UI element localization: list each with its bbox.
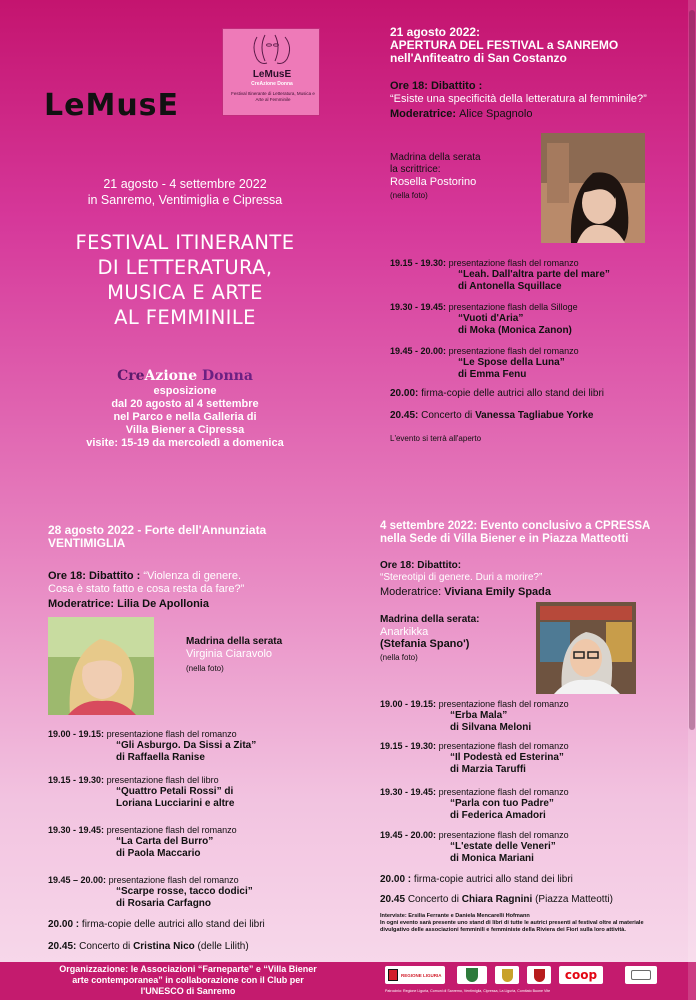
logo-small-subtitle: CreAzione Donna (251, 81, 293, 87)
patronage-text: Patrocinio: Regione Liguria, Comuni di Sanremo, Ventimiglia, Cipressa, La Liguria, Comitato Buone Vite (385, 989, 551, 993)
concert-extra: (delle Lilith) (197, 941, 249, 952)
event3-debate (380, 560, 680, 598)
slot-author: di Monica Mariani (450, 853, 534, 864)
event2-header (48, 524, 348, 550)
slot-time: 19.30 - 19.45: (390, 302, 447, 312)
shield-crest-icon (466, 968, 478, 982)
slot-title: “Quattro Petali Rossi” di (116, 786, 234, 797)
exhibition-line: esposizione (153, 385, 217, 397)
festival-date-range: 21 agosto - 4 settembre 2022 (103, 177, 267, 191)
madrina-label: Madrina della serata (390, 152, 481, 163)
slot-title: “La Carta del Burro” (116, 836, 214, 847)
program-slot (390, 302, 578, 337)
madrina-name: Anarkikka (380, 626, 429, 638)
firma-time: 20.00 : (48, 919, 80, 930)
creazione-part1: Cre (117, 368, 145, 384)
festival-title-line: FESTIVAL ITINERANTE (75, 231, 295, 254)
slot-author: di Rosaria Carfagno (116, 898, 212, 909)
interviews-note: Interviste: Ersilia Ferrante e Daniela Mencarelli Hofmann (380, 913, 530, 919)
debate-time: Ore 18: Dibattito : (48, 570, 141, 582)
comune2-crest-logo (495, 966, 519, 984)
organization-line: l'UNESCO di Sanremo (140, 986, 236, 996)
slot-author: di Silvana Meloni (450, 722, 532, 733)
shield-crest-icon (534, 969, 545, 982)
outdoor-note: L'evento si terrà all'aperto (390, 434, 482, 443)
stand-note: In ogni evento sarà presente uno stand di libri di tutte le autrici presenti al festival oltre al materiale divulgativo delle associazioni femminili e femministe della Riviera dei Fiori sulla loro attività. (380, 920, 644, 933)
slot-time: 19.00 - 19.15: (380, 699, 437, 709)
event2-city: VENTIMIGLIA (48, 536, 126, 550)
nella-foto-label: (nella foto) (380, 653, 418, 662)
madrina-name: Rosella Postorino (390, 176, 477, 188)
concert-artist: Vanessa Tagliabue Yorke (475, 410, 594, 421)
slot-title: “Parla con tuo Padre” (450, 798, 554, 809)
event2-date-venue: 28 agosto 2022 - Forte dell'Annunziata (48, 523, 267, 537)
madrina-label: Madrina della serata: (380, 614, 480, 625)
moderator-name: Lilia De Apollonia (117, 598, 209, 610)
firma-text: firma-copie delle autrici allo stand dei libri (421, 388, 605, 399)
logo-small-title: LeMusE (252, 69, 292, 80)
event3-header (380, 520, 680, 546)
program-slot (390, 258, 610, 293)
madrina-name: Virginia Ciaravolo (186, 648, 273, 660)
program-slot (380, 699, 569, 734)
slot-title: “Le Spose della Luna” (458, 357, 565, 368)
concert-extra: (Piazza Matteotti) (535, 894, 613, 905)
creazione-part2: Azione (144, 368, 198, 384)
event2-madrina (186, 636, 336, 674)
slot-desc: presentazione flash del romanzo (106, 729, 237, 739)
regione-liguria-label: REGIONE LIGURIA (401, 972, 442, 978)
concert-time: 20.45: (390, 410, 419, 421)
moderator-label: Moderatrice: (48, 598, 115, 610)
slot-time: 19.45 - 20.00: (380, 830, 437, 840)
unesco-club-logo (625, 966, 657, 984)
slot-time: 19.15 - 19.30: (380, 741, 437, 751)
event3-notes (380, 913, 645, 934)
concert-artist: Cristina Nico (133, 941, 195, 952)
regione-crest-icon (388, 969, 398, 981)
comune3-crest-logo (527, 966, 551, 984)
nella-foto-label: (nella foto) (186, 664, 224, 673)
slot-author: di Paola Maccario (116, 848, 201, 859)
firma-copie-row (380, 874, 573, 886)
exhibition-line: Villa Biener a Cipressa (125, 424, 245, 436)
firma-time: 20.00: (390, 388, 419, 399)
concert-time: 20.45 (380, 894, 406, 905)
lemuse-big-title: LeMusE (44, 88, 180, 123)
slot-desc: presentazione flash del romanzo (106, 825, 237, 835)
moderator-label: Moderatrice: (390, 108, 457, 120)
footer-banner (0, 962, 696, 1000)
concert-text: Concerto di (421, 410, 473, 421)
firma-time: 20.00 : (380, 874, 412, 885)
slot-author: di Marzia Taruffi (450, 764, 526, 775)
slot-author: di Federica Amadori (450, 810, 546, 821)
firma-copie-row (48, 919, 265, 931)
slot-title: “Leah. Dall'altra parte del mare” (458, 269, 610, 280)
event1-debate-quote: “Esiste una specificità della letteratura al femminile?” (390, 93, 647, 105)
firma-text: firma-copie autrici allo stand dei libri (413, 874, 573, 885)
program-slot (380, 787, 569, 822)
exhibition-info (60, 385, 310, 450)
creazione-part3: Donna (197, 368, 253, 384)
exhibition-line: visite: 15-19 da mercoledì a domenica (86, 437, 284, 449)
slot-title: “Erba Mala” (450, 710, 508, 721)
slot-desc: presentazione flash del romanzo (108, 875, 239, 885)
program-slot (48, 875, 253, 910)
concert-row (390, 410, 593, 422)
page-scrollbar[interactable] (688, 0, 696, 1000)
firma-copie-row (390, 388, 604, 400)
slot-desc: presentazione flash del romanzo (448, 258, 579, 268)
festival-dates (40, 176, 330, 208)
festival-logo-badge (222, 28, 320, 116)
moderator-name: Alice Spagnolo (459, 108, 533, 120)
madrina-label2: la scrittrice: (390, 164, 441, 175)
slot-desc: presentazione flash del romanzo (438, 830, 569, 840)
slot-desc: presentazione flash del libro (106, 775, 219, 785)
slot-title: “L'estate delle Veneri” (450, 841, 556, 852)
event2-debate (48, 570, 348, 611)
slot-desc: presentazione flash del romanzo (448, 346, 579, 356)
festival-title-line: DI LETTERATURA, (97, 256, 273, 279)
sponsor-logos (385, 964, 685, 988)
festival-title-line: AL FEMMINILE (114, 306, 256, 329)
program-slot (390, 346, 579, 381)
slot-time: 19.30 - 19.45: (48, 825, 105, 835)
slot-time: 19.15 - 19.30: (390, 258, 447, 268)
slot-desc: presentazione flash del romanzo (438, 741, 569, 751)
event3-venue: nella Sede di Villa Biener e in Piazza Matteotti (380, 533, 629, 545)
event1-debate-time: Ore 18: Dibattito : (390, 80, 483, 92)
event1-header (390, 26, 680, 65)
organization-text (38, 964, 338, 997)
event3-date-title: 4 settembre 2022: Evento conclusivo a CPRESSA (380, 520, 651, 532)
slot-title: “Gli Asburgo. Da Sissi a Zita” (116, 740, 257, 751)
program-slot (48, 825, 237, 860)
concert-row (48, 941, 249, 953)
program-slot (380, 830, 569, 865)
virginia-ciaravolo-photo (48, 617, 154, 715)
slot-author: di Moka (Monica Zanon) (458, 325, 572, 336)
comune-crest-logo (457, 966, 487, 984)
exhibition-line: nel Parco e nella Galleria di (113, 411, 257, 423)
coop-logo (559, 966, 603, 984)
organization-line: Organizzazione: le Associazioni “Farneparte” e “Villa Biener (59, 964, 317, 974)
festival-places: in Sanremo, Ventimiglia e Cipressa (87, 193, 283, 207)
concert-row (380, 894, 613, 906)
exhibition-line: dal 20 agosto al 4 settembre (111, 398, 259, 410)
moderator-label: Moderatrice: (380, 586, 442, 598)
shield-crest-icon (502, 969, 513, 982)
festival-title-line: MUSICA E ARTE (107, 281, 263, 304)
slot-desc: presentazione flash del romanzo (438, 699, 569, 709)
coop-label: coop (564, 968, 598, 982)
event3-madrina (380, 614, 530, 663)
program-slot (48, 729, 256, 764)
madrina-label: Madrina della serata (186, 636, 283, 647)
slot-author: di Emma Fenu (458, 369, 527, 380)
event1-title: APERTURA DEL FESTIVAL a SANREMO (390, 38, 619, 52)
debate-quote: “Stereotipi di genere. Duri a morire?” (380, 572, 543, 583)
regione-liguria-logo (385, 966, 445, 984)
slot-time: 19.45 – 20.00: (48, 875, 107, 885)
festival-title (30, 230, 340, 330)
debate-quote-2: Cosa è stato fatto e cosa resta da fare?” (48, 583, 245, 595)
event1-moderator (390, 108, 532, 121)
madrina-real-name: (Stefania Spano') (380, 638, 470, 650)
event1-madrina (390, 152, 530, 201)
logo-small-description: Festival Itinerante di Letteratura, Musica e Arte al Femminile (231, 91, 315, 102)
rosella-postorino-photo (541, 133, 645, 243)
scrollbar-thumb[interactable] (689, 10, 695, 730)
slot-author: di Antonella Squillace (458, 281, 562, 292)
slot-time: 19.00 - 19.15: (48, 729, 105, 739)
event1-venue: nell'Anfiteatro di San Costanzo (390, 51, 567, 65)
slot-title: “Il Podestà ed Esterina” (450, 752, 564, 763)
event1-date: 21 agosto 2022: (390, 25, 481, 39)
club-emblem-icon (631, 970, 651, 980)
slot-time: 19.30 - 19.45: (380, 787, 437, 797)
slot-author: Loriana Lucciarini e altre (116, 798, 235, 809)
slot-time: 19.45 - 20.00: (390, 346, 447, 356)
organization-line: arte contemporanea” in collaborazione con il Club per (72, 975, 304, 985)
faces-logo-icon (247, 33, 297, 69)
moderator-name: Viviana Emily Spada (444, 586, 551, 598)
slot-desc: presentazione flash del romanzo (438, 787, 569, 797)
concert-text: Concerto di (407, 894, 459, 905)
slot-author: di Raffaella Ranise (116, 752, 205, 763)
slot-time: 19.15 - 19.30: (48, 775, 105, 785)
firma-text: firma-copie delle autrici allo stand dei libri (81, 919, 265, 930)
debate-time: Ore 18: Dibattito: (380, 560, 462, 571)
anarkikka-photo (536, 602, 636, 694)
nella-foto-label: (nella foto) (390, 191, 428, 200)
slot-title: “Vuoti d'Aria” (458, 313, 524, 324)
concert-time: 20.45: (48, 941, 77, 952)
program-slot (380, 741, 569, 776)
concert-text: Concerto di (79, 941, 131, 952)
slot-title: “Scarpe rosse, tacco dodici” (116, 886, 253, 897)
debate-quote: “Violenza di genere. (143, 570, 242, 582)
creazione-donna-title (80, 368, 290, 384)
concert-artist: Chiara Ragnini (461, 894, 533, 905)
slot-desc: presentazione flash della Silloge (448, 302, 578, 312)
program-slot (48, 775, 234, 810)
